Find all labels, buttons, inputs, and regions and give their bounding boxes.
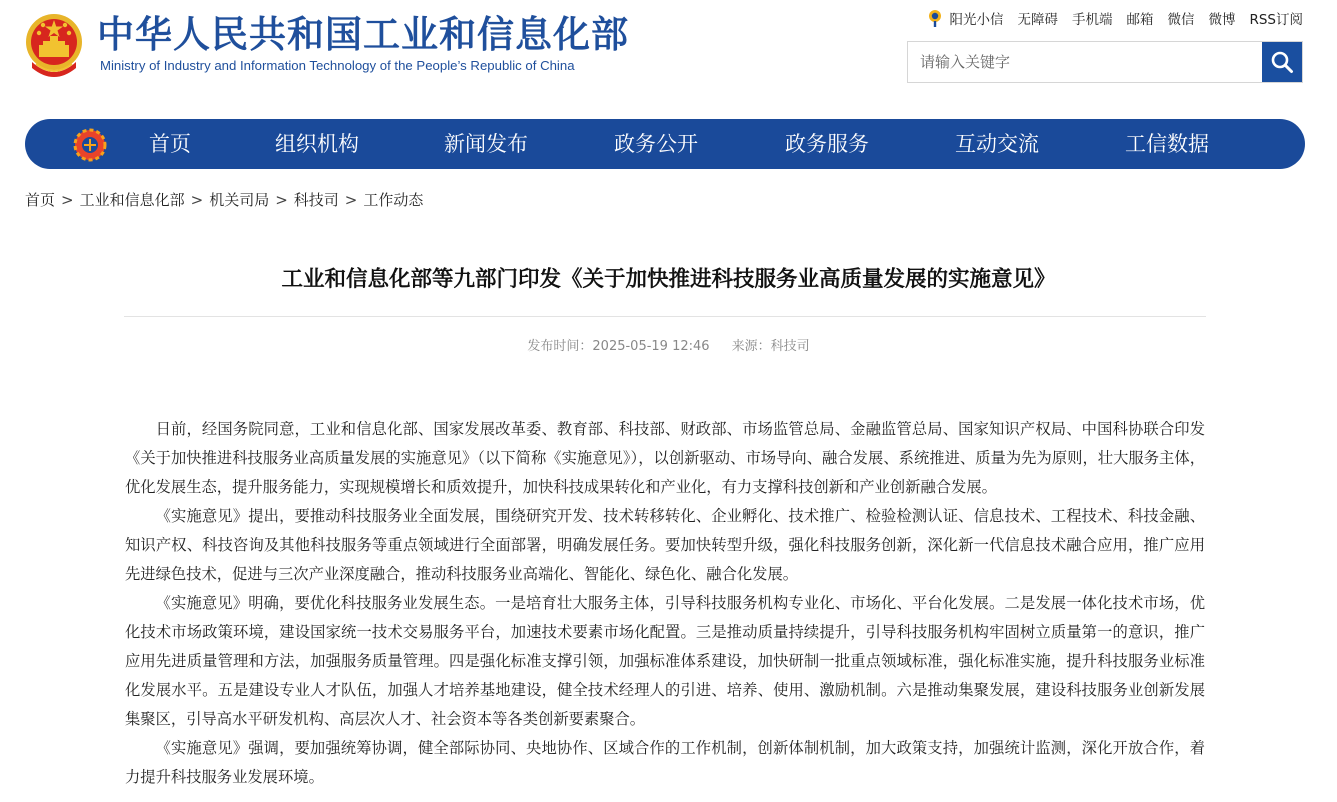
publish-time: 2025-05-19 12:46 (592, 339, 710, 354)
search-icon (1270, 50, 1294, 74)
top-link-sunshine[interactable]: 阳光小信 (949, 12, 1004, 28)
nav-item-government-services[interactable]: 政务服务 (785, 132, 869, 156)
top-link-accessibility[interactable]: 无障碍 (1017, 12, 1058, 28)
breadcrumb-work-news[interactable]: 工作动态 (363, 191, 424, 209)
breadcrumb-separator: > (344, 191, 358, 209)
article-paragraph: 日前，经国务院同意，工业和信息化部、国家发展改革委、教育部、科技部、财政部、市场监管总局、金融监管总局、国家知识产权局、中国科协联合印发《关于加快推进科技服务业高质量发展的实施意见》（以下简称《实施意见》），以创新驱动、市场导向、融合发展、系统推进、质量为先为原则，壮大服务主体，优化发展生态，提升服务能力，实现规模增长和质效提升，加快科技成果转化和产业化，有力支撑科技创新和产业创新融合发展。 (125, 420, 1205, 496)
source-label: 来源： (731, 339, 771, 354)
search-box (907, 41, 1303, 83)
main-nav (25, 119, 1305, 169)
breadcrumb-tech-dept[interactable]: 科技司 (293, 191, 339, 209)
breadcrumb-separator: > (190, 191, 204, 209)
search-button[interactable] (1262, 42, 1302, 82)
miit-logo-icon (73, 128, 107, 162)
article-title: 工业和信息化部等九部门印发《关于加快推进科技服务业高质量发展的实施意见》 (281, 267, 1056, 292)
article-paragraph: 《实施意见》提出，要推动科技服务业全面发展，围绕研究开发、技术转移转化、企业孵化、技术推广、检验检测认证、信息技术、工程技术、科技金融、知识产权、科技咨询及其他科技服务等重点领域进行全面部署，明确发展任务。要加快转型升级，强化科技服务创新，深化新一代信息技术融合应用，推广应用先进绿色技术，促进与三次产业深度融合，推动科技服务业高端化、智能化、绿色化、融合化发展。 (125, 507, 1205, 583)
nav-item-home[interactable]: 首页 (149, 132, 191, 156)
breadcrumb (25, 189, 423, 210)
site-title[interactable]: 中华人民共和国工业和信息化部 (97, 13, 629, 56)
search-input[interactable] (908, 42, 1262, 82)
breadcrumb-departments[interactable]: 机关司局 (209, 191, 270, 209)
breadcrumb-separator: > (61, 191, 74, 209)
national-emblem-icon (24, 12, 84, 78)
breadcrumb-home[interactable]: 首页 (25, 191, 56, 209)
article-meta (0, 335, 1337, 354)
top-link-weibo[interactable]: 微博 (1208, 12, 1236, 28)
publish-label: 发布时间： (527, 339, 593, 354)
nav-item-organization[interactable]: 组织机构 (275, 132, 359, 156)
top-link-rss[interactable]: RSS订阅 (1249, 12, 1303, 28)
nav-item-news[interactable]: 新闻发布 (444, 132, 528, 156)
nav-item-data[interactable]: 工信数据 (1125, 132, 1209, 156)
top-link-wechat[interactable]: 微信 (1167, 12, 1195, 28)
nav-item-interaction[interactable]: 互动交流 (955, 132, 1039, 156)
top-links (927, 8, 1303, 28)
top-link-mail[interactable]: 邮箱 (1126, 12, 1154, 28)
title-divider (124, 316, 1206, 317)
nav-item-government-affairs[interactable]: 政务公开 (614, 132, 698, 156)
source-value: 科技司 (770, 339, 810, 354)
breadcrumb-separator: > (275, 191, 288, 209)
article-paragraph: 《实施意见》强调，要加强统筹协调，健全部际协同、央地协作、区域合作的工作机制，创新体制机制，加大政策支持，加强统计监测，深化开放合作，着力提升科技服务业发展环境。 (125, 739, 1205, 786)
top-link-mobile[interactable]: 手机端 (1071, 12, 1113, 28)
site-subtitle: Ministry of Industry and Information Technology of the People’s Republic of China (100, 58, 575, 73)
article-paragraph: 《实施意见》明确，要优化科技服务业发展生态。一是培育壮大服务主体，引导科技服务机构专业化、市场化、平台化发展。二是发展一体化技术市场，优化技术市场政策环境，建设国家统一技术交易服务平台，加速技术要素市场化配置。三是推动质量持续提升，引导科技服务机构牢固树立质量第一的意识，推广应用先进质量管理和方法，加强服务质量管理。四是强化标准支撑引领，加强标准体系建设，加快研制一批重点领域标准，强化标准实施，提升科技服务业标准化发展水平。五是建设专业人才队伍，加强人才培养基地建设，健全技术经理人的引进、培养、使用、激励机制。六是推动集聚发展，建设科技服务业创新发展集聚区，引导高水平研发机构、高层次人才、社会资本等各类创新要素聚合。 (125, 594, 1205, 728)
breadcrumb-ministry[interactable]: 工业和信息化部 (79, 191, 185, 209)
sunshine-icon (927, 8, 943, 28)
article-body (125, 415, 1205, 792)
